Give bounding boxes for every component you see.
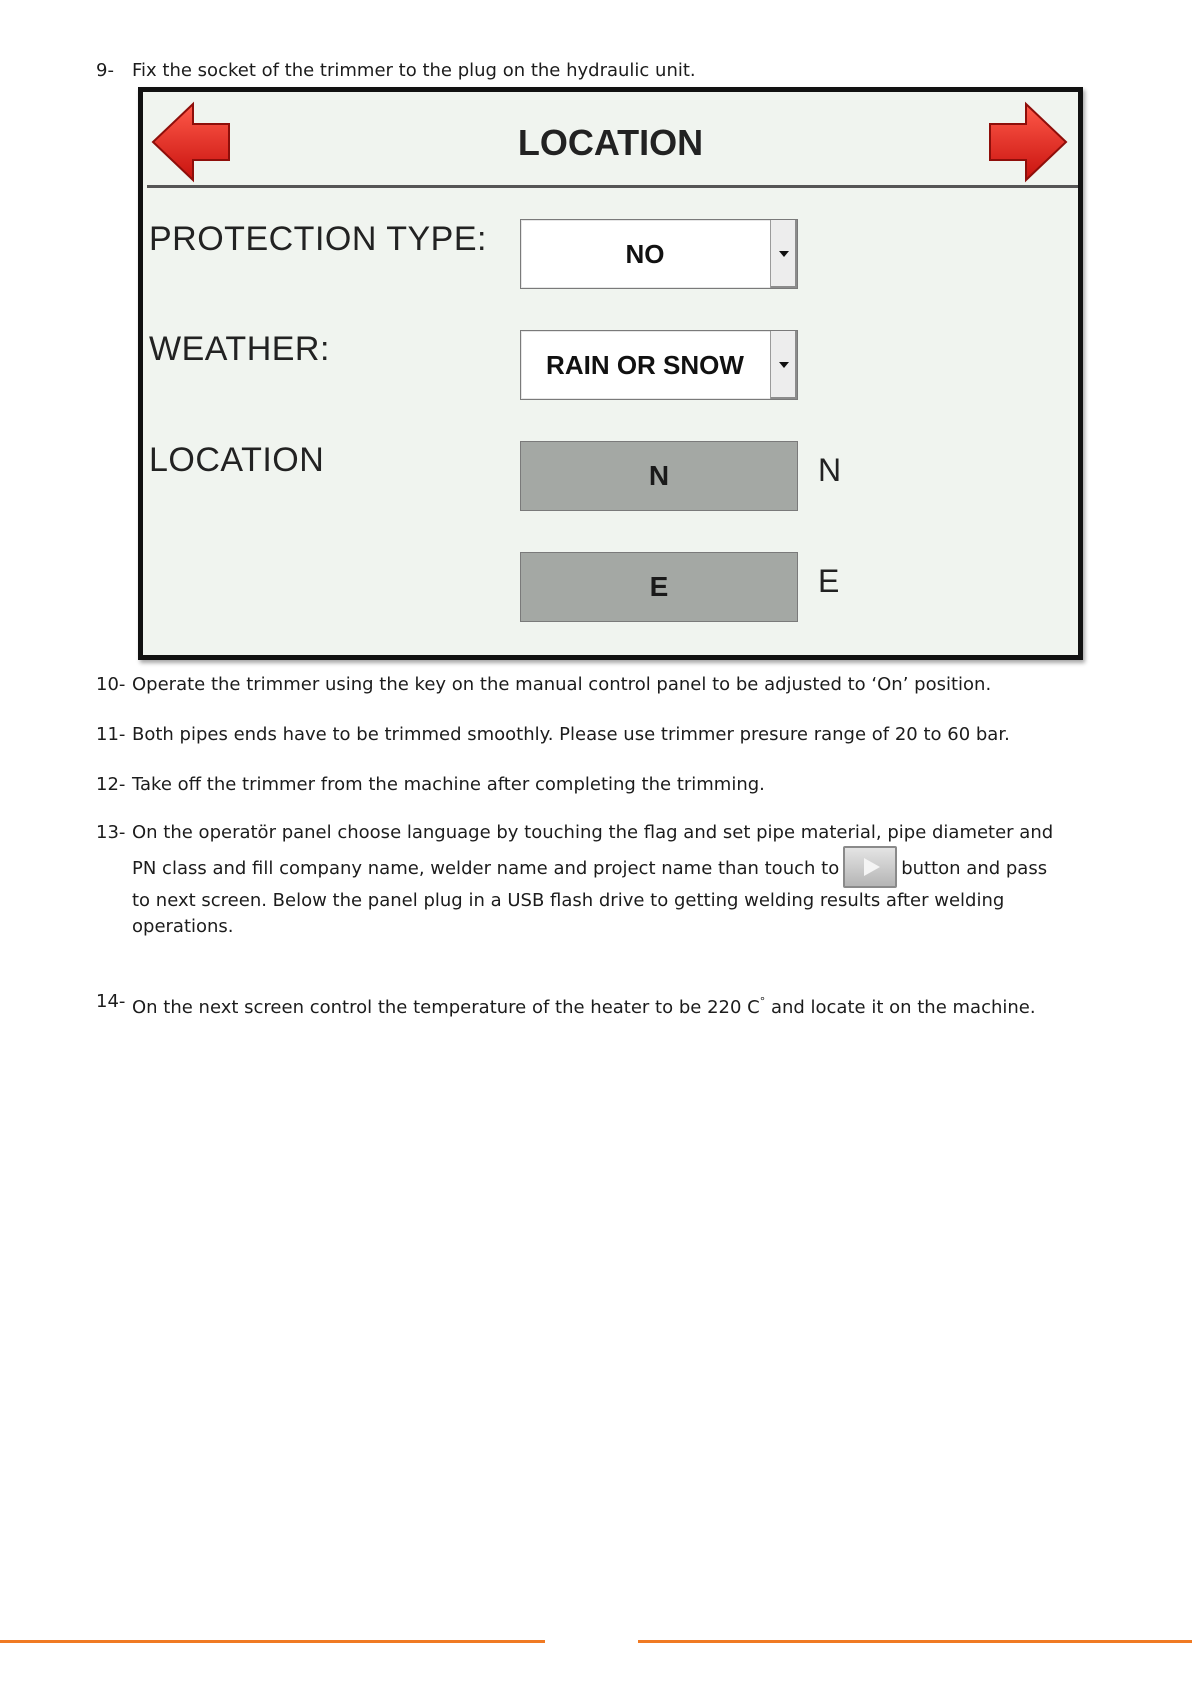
step-number: 12-	[96, 774, 126, 795]
dropdown-button[interactable]	[770, 331, 797, 399]
north-coordinate-value: N	[648, 460, 670, 491]
screen-title: LOCATION	[517, 122, 704, 163]
step-10	[96, 672, 1056, 697]
step-12	[96, 772, 1056, 797]
weather-label: WEATHER:	[149, 330, 330, 368]
step-9	[96, 58, 1056, 83]
title-divider	[147, 185, 1078, 188]
step-text-part: On the next screen control the temperature of the heater to be 220 C	[132, 997, 760, 1018]
play-icon	[864, 858, 880, 876]
degree-symbol: °	[759, 995, 766, 1008]
step-number: 14-	[96, 991, 126, 1012]
protection-type-dropdown[interactable]	[520, 219, 798, 289]
next-screen-button	[843, 846, 897, 888]
step-text: Fix the socket of the trimmer to the plug on the hydraulic unit.	[132, 60, 696, 81]
east-unit: E	[818, 563, 840, 599]
protection-type-value: NO	[625, 239, 665, 269]
weather-dropdown[interactable]	[520, 330, 798, 400]
step-text: Both pipes ends have to be trimmed smoothly. Please use trimmer presure range of 20 to 60 bar.	[132, 724, 1010, 745]
step-number: 11-	[96, 724, 126, 745]
step-number: 10-	[96, 674, 126, 695]
location-label: LOCATION	[149, 441, 325, 479]
dropdown-button[interactable]	[770, 220, 797, 288]
chevron-down-icon	[779, 251, 789, 257]
step-text	[132, 989, 1056, 1020]
step-number: 9-	[96, 60, 114, 81]
step-text	[132, 820, 1056, 940]
step-11	[96, 722, 1056, 747]
step-text: Operate the trimmer using the key on the manual control panel to be adjusted to ‘On’ position.	[132, 674, 992, 695]
step-text: Take off the trimmer from the machine after completing the trimming.	[132, 774, 765, 795]
east-coordinate-value: E	[649, 571, 669, 602]
footer-rule-right	[638, 1640, 1192, 1643]
chevron-down-icon	[779, 362, 789, 368]
step-text-part: button and pass to next screen. Below the panel plug in a USB flash drive to getting welding results after welding operations.	[132, 858, 1048, 937]
hmi-location-screen	[138, 87, 1083, 660]
footer-rule-left	[0, 1640, 545, 1643]
north-unit: N	[818, 452, 842, 488]
east-coordinate-field[interactable]	[520, 552, 798, 622]
step-13	[96, 820, 1056, 940]
step-text-part: and locate it on the machine.	[765, 997, 1036, 1018]
step-14	[96, 989, 1056, 1020]
step-number: 13-	[96, 822, 126, 843]
step-text-part: On the operatör panel choose language by touching the flag and set pipe material, pipe diameter and PN class and fill company name, welder name and project name than touch to	[132, 822, 1054, 879]
protection-type-label: PROTECTION TYPE:	[149, 220, 487, 258]
north-coordinate-field[interactable]	[520, 441, 798, 511]
weather-value: RAIN OR SNOW	[546, 350, 744, 380]
